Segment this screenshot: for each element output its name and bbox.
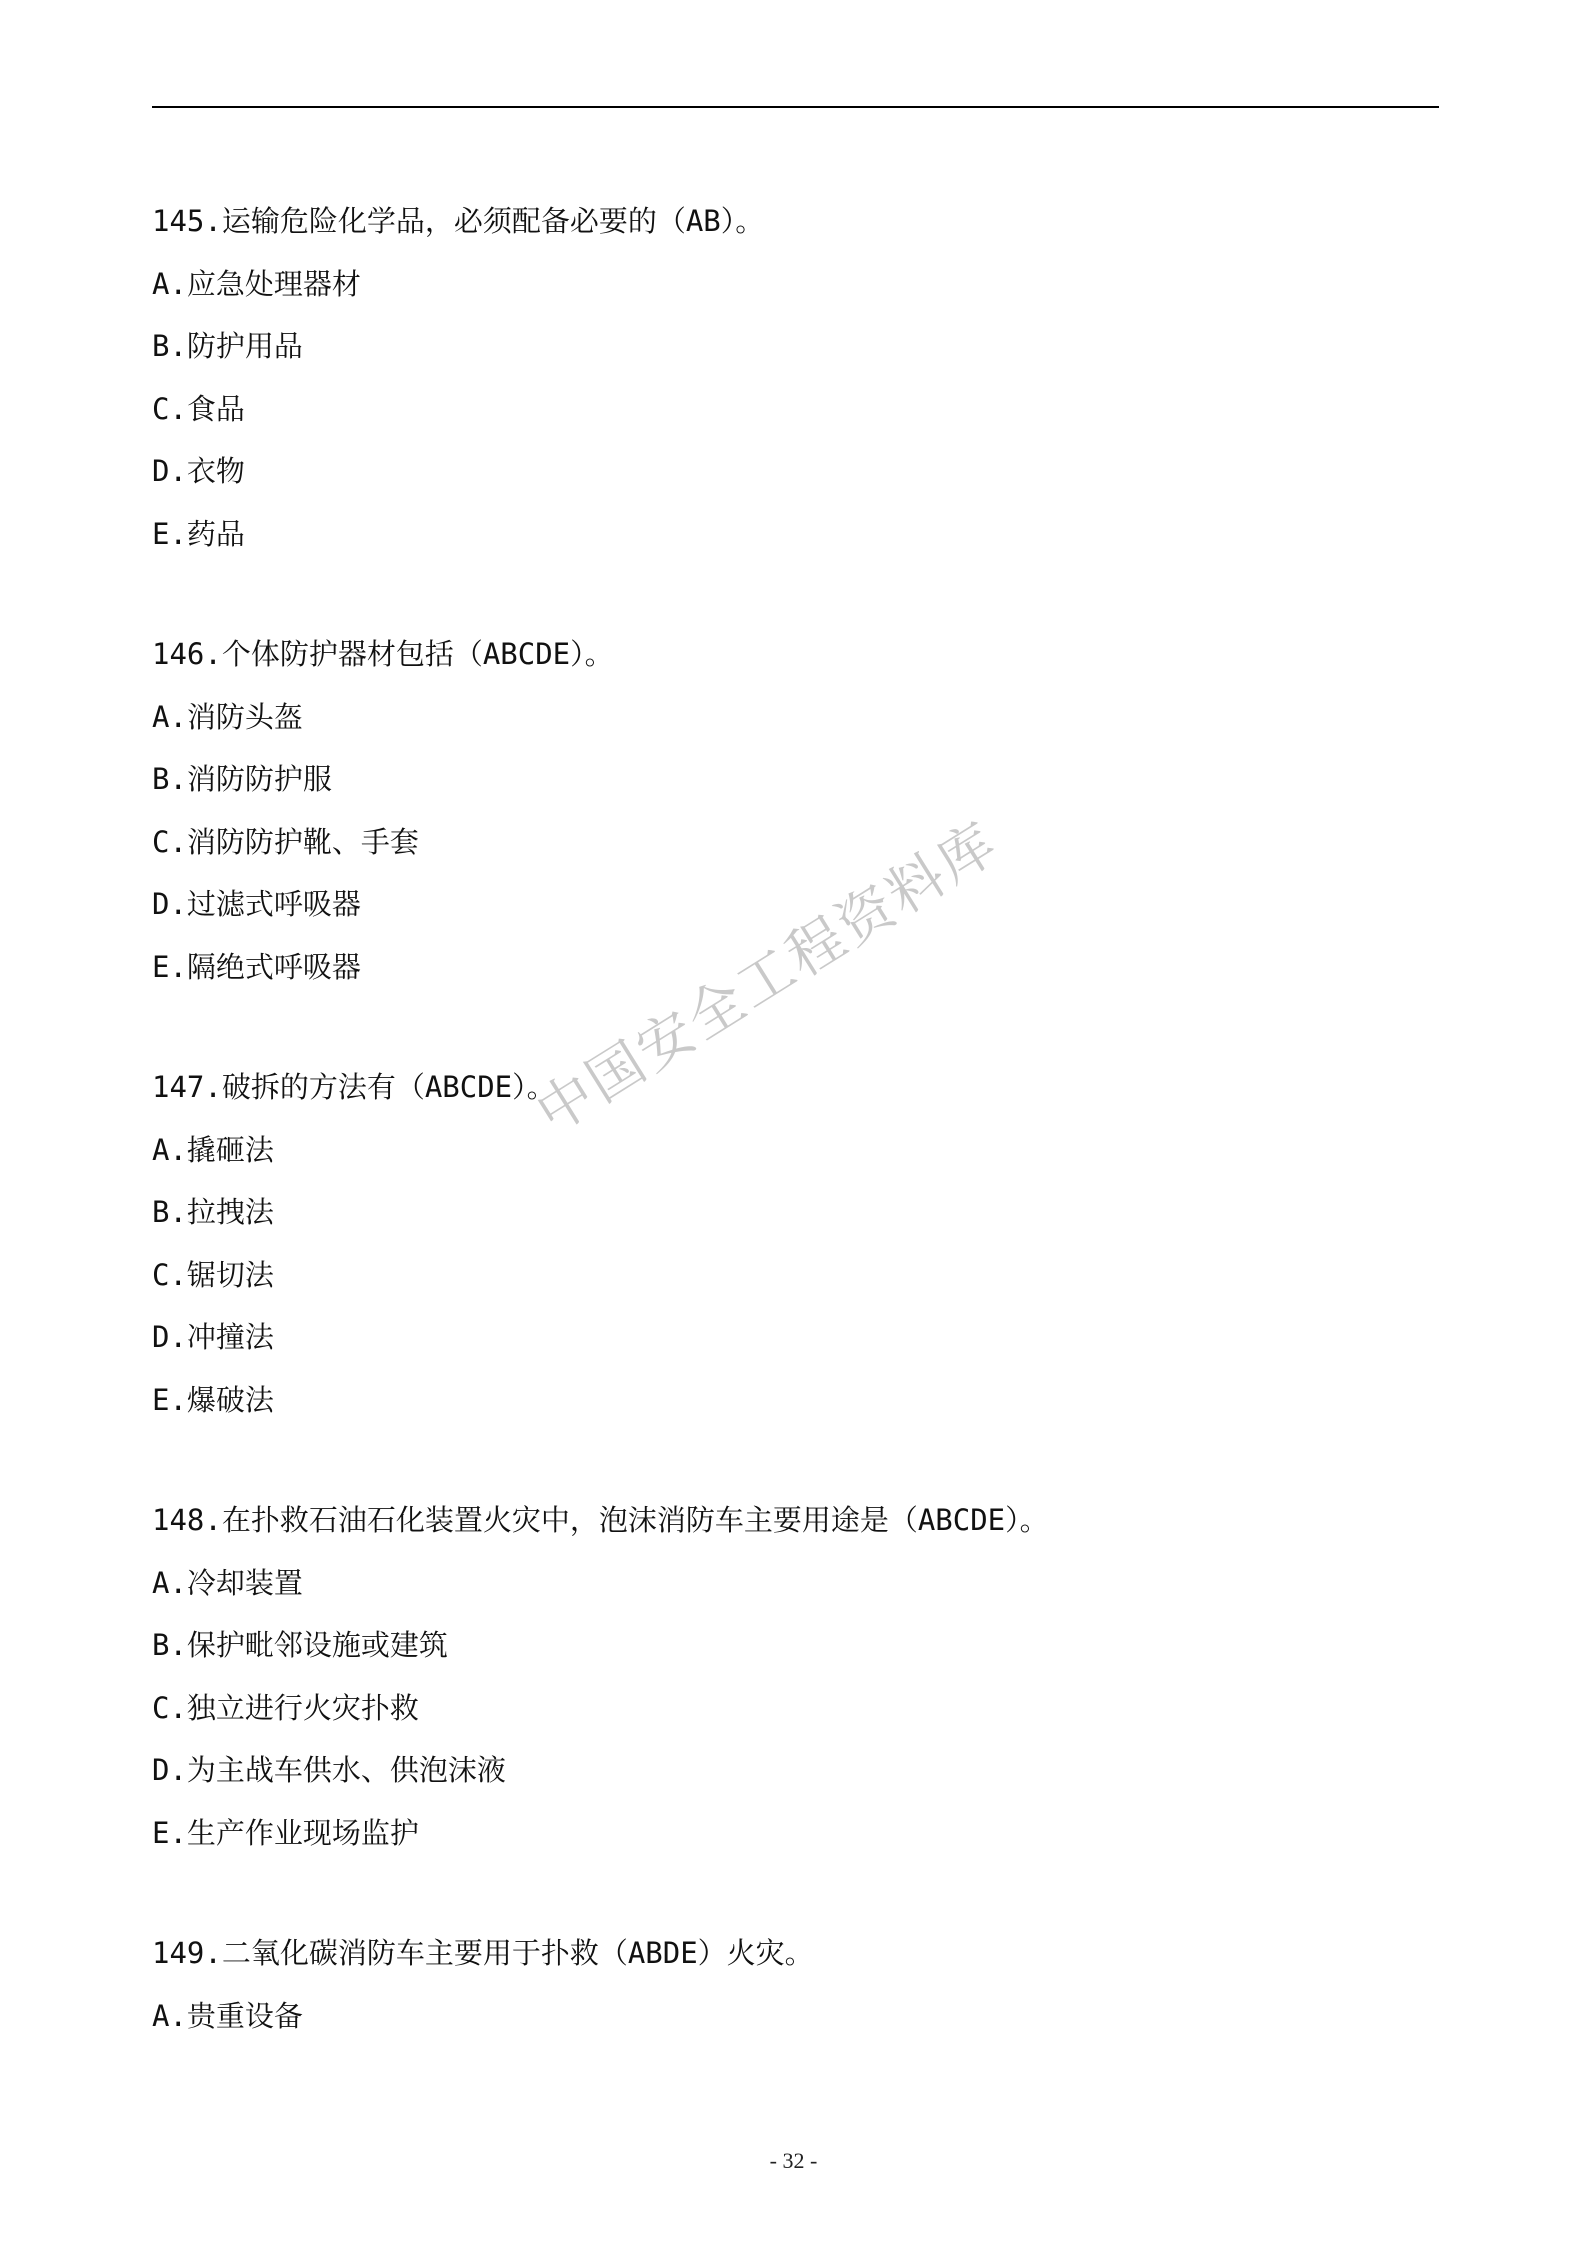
question-148 [152,1489,1439,1864]
option-a: A.撬砸法 [152,1132,274,1167]
option-c: C.独立进行火灾扑救 [152,1690,419,1725]
question-stem: 147.破拆的方法有（ABCDE）。 [152,1070,556,1104]
option-c: C.食品 [152,391,245,426]
question-145 [152,190,1439,565]
option-e: E.药品 [152,516,245,551]
option-d: D.为主战车供水、供泡沫液 [152,1753,506,1787]
watermark: 中国安全工程资料库 [525,809,1010,1147]
option-b: B.消防防护服 [152,762,332,796]
option-b: B.拉拽法 [152,1195,274,1229]
question-list [152,190,1439,2105]
option-d: D.衣物 [152,454,245,488]
option-e: E.爆破法 [152,1382,274,1417]
question-149 [152,1922,1439,2047]
option-a: A.贵重设备 [152,1998,303,2033]
option-a: A.冷却装置 [152,1565,303,1600]
option-a: A.应急处理器材 [152,266,361,301]
option-d: D.冲撞法 [152,1320,274,1354]
question-stem: 149.二氧化碳消防车主要用于扑救（ABDE）火灾。 [152,1936,814,1970]
page-number: - 32 - [769,2148,818,2173]
option-c: C.锯切法 [152,1257,274,1292]
option-b: B.保护毗邻设施或建筑 [152,1628,448,1662]
option-c: C.消防防护靴、手套 [152,824,419,859]
question-stem: 146.个体防护器材包括（ABCDE）。 [152,637,614,671]
header-rule [152,106,1439,108]
option-d: D.过滤式呼吸器 [152,887,361,921]
option-e: E.隔绝式呼吸器 [152,949,361,984]
question-stem: 148.在扑救石油石化装置火灾中，泡沫消防车主要用途是（ABCDE）。 [152,1503,1049,1537]
option-b: B.防护用品 [152,329,303,363]
question-147 [152,1056,1439,1431]
option-e: E.生产作业现场监护 [152,1815,419,1850]
option-a: A.消防头盔 [152,699,303,734]
question-stem: 145.运输危险化学品，必须配备必要的（AB）。 [152,204,765,238]
